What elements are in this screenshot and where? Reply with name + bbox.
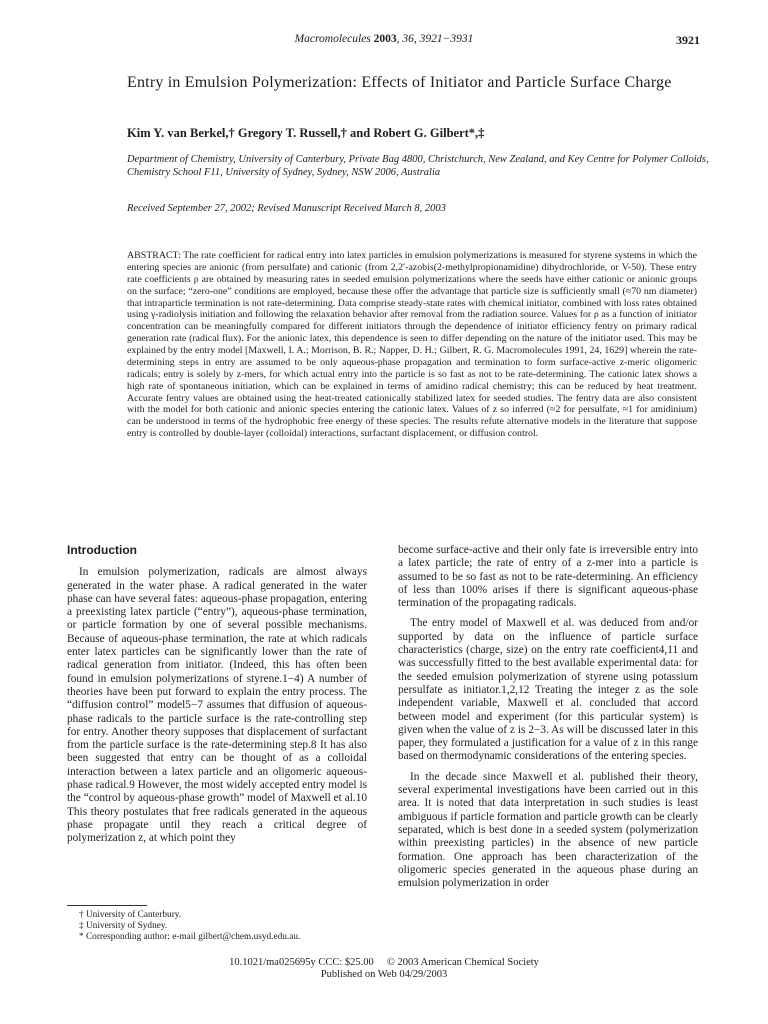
journal-pages: 3921−3931 <box>419 33 474 45</box>
author-list: Kim Y. van Berkel,† Gregory T. Russell,† and Robert G. Gilbert*,‡ <box>127 126 485 140</box>
doi-copyright: 10.1021/ma025695y CCC: $25.00 © 2003 American Chemical Society <box>229 957 539 968</box>
body-paragraph: become surface-active and their only fate is irreversible entry into a latex particle; the rate of entry of a z-mer into a particle is assumed to be so fast as not to be rate-determining. An efficiency of less than 100% arises if there is significant aqueous-phase termination of the propagating radicals. <box>398 544 698 610</box>
footnote: ‡ University of Sydney. <box>79 920 168 931</box>
received-dates: Received September 27, 2002; Revised Manuscript Received March 8, 2003 <box>127 203 446 214</box>
affiliation: Department of Chemistry, University of Canterbury, Private Bag 4800, Christchurch, New Zealand, and Key Centre for Polymer Colloids, Chemistry School F11, University of Sydney, Sydney, NSW 2006, Australia <box>127 154 709 178</box>
body-column-right <box>398 544 698 890</box>
paper-title: Entry in Emulsion Polymerization: Effects of Initiator and Particle Surface Charge <box>127 74 672 91</box>
journal-volume: 36 <box>402 33 414 45</box>
body-paragraph: In emulsion polymerization, radicals are almost always generated in the water phase. A radical generated in the water phase can have several fates: aqueous-phase propagation, entering a preexisting latex particle (“entry”), aqueous-phase termination, or particle formation by one of several possible mechanisms. Because of aqueous-phase termination, the rate at which radicals enter latex particles can be significantly lower than the rate of radical generation from initiator. (Indeed, this has often been found in emulsion polymerizations of styrene.1−4) A number of theories have been put forward to explain the entry process. The “diffusion control” model5−7 assumes that diffusion of aqueous-phase radicals to the particle surface is the rate-controlling step for entry. Another theory supposes that displacement of surfactant from the particle surface is the rate-determining step.8 It has also been suggested that entry can be thought of as a colloidal interaction between a latex particle and an oligomeric aqueous-phase radical.9 However, the most widely accepted entry model is the “control by aqueous-phase growth” model of Maxwell et al.10 This theory postulates that free radicals generated in the aqueous phase propagate until they reach a critical degree of polymerization z, at which point they <box>67 566 367 845</box>
publication-date: Published on Web 04/29/2003 <box>320 969 448 980</box>
footnote: † University of Canterbury. <box>79 910 182 920</box>
footnote: * Corresponding author: e-mail gilbert@chem.usyd.edu.au. <box>79 931 301 942</box>
section-heading: Introduction <box>67 543 137 557</box>
body-paragraph: The entry model of Maxwell et al. was deduced from and/or supported by data on the influence of particle surface characteristics (charge, size) on the entry rate coefficient4,11 and was successfully fitted to the best available experimental data: for the seeded emulsion polymerization of styrene using potassium persulfate as initiator.1,2,12 Treating the integer z as the sole independent variable, Maxwell et al. concluded that accord between model and experiment (for this particular system) is given when the value of z is 2−3. As will be discussed later in this paper, they formulated a justification for a value of z in this range based on thermodynamic considerations of the entering species. <box>398 617 698 763</box>
journal-name: Macromolecules <box>294 33 371 45</box>
journal-year: 2003 <box>373 33 397 45</box>
body-paragraph: In the decade since Maxwell et al. published their theory, several experimental investigations have been carried out in this area. It is noted that data interpretation in such studies is least ambiguous if particle formation and particle growth can be clearly separated, which is best done in a seeded system (polymerization within preexisting particles) in the absence of new particle formation. One approach has been characterization of the oligomeric species generated in the aqueous phase during an emulsion polymerization in order <box>398 770 698 890</box>
journal-citation: Macromolecules 2003, 36, 3921−3931 <box>294 33 474 45</box>
footnote-divider <box>67 905 147 906</box>
footnotes <box>79 910 300 942</box>
page-footer <box>0 957 768 981</box>
body-column-left <box>67 544 367 846</box>
abstract: ABSTRACT: The rate coefficient for radical entry into latex particles in emulsion polymerizations is measured for styrene systems in which the entering species are anionic (from persulfate) and cationic (from 2,2′-azobis(2-methylpropionamidine) dihydrochloride, or V-50). These entry rate coefficients ρ are obtained by measuring rates in seeded emulsion polymerizations where the seeds have either cationic or anionic groups on the surface; “zero-one” conditions are employed, because these offer the advantage that particle size is sufficiently small (≈70 nm diameter) that intraparticle termination is not rate-determining. Data comprise steady-state rates with chemical initiator, combined with loss rates obtained using γ-radiolysis initiation and following the relaxation behavior after removal from the radiation source. Values for ρ as a function of initiator concentration can be meaningfully compared for different initiators through the dependence of initiator efficiency fentry on primary radical generation rate (radical flux). For the anionic latex, this dependence is seen to differ depending on the nature of the initiator used. This may be explained by the entry model [Maxwell, I. A.; Morrison, B. R.; Napper, D. H.; Gilbert, R. G. Macromolecules 1991, 24, 1629] wherein the rate-determining steps in entry are assumed to be only aqueous-phase propagation and termination to form surface-active z-meric oligomeric radicals; entry is solely by z-mers, for which actual entry into the particle is so fast as not to be rate-determining. The cationic latex shows a high rate of spontaneous initiation, which can be explained in terms of amidino radical chemistry; this can be reduced by heat treatment. Accurate fentry values are obtained using the heat-treated cationically stabilized latex for seeded studies. The fentry data are also consistent with the model for both cationic and anionic species entering the cationic latex. Values of z so inferred (≈2 for persulfate, ≈1 for amidinium) can be understood in terms of the hydrophobic free energy of these species. The results refute alternative models in the literature that suppose entry is controlled by double-layer (colloidal) interactions, surfactant displacement, or diffusion control. <box>127 250 697 440</box>
page-number: 3921 <box>676 33 700 47</box>
